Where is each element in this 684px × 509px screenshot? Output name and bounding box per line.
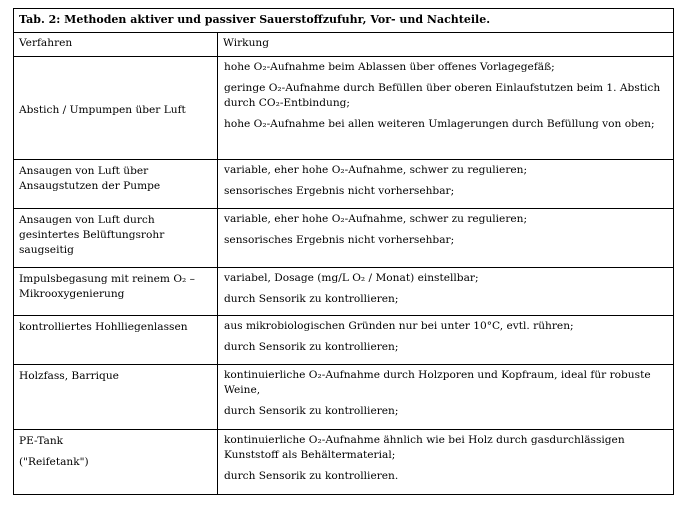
method-cell xyxy=(14,365,218,430)
method-text: ("Reifetank") xyxy=(19,456,89,468)
table-caption: Tab. 2: Methoden aktiver und passiver Sauerstoffzufuhr, Vor- und Nachteile. xyxy=(19,13,491,26)
effect-text: hohe O₂-Aufnahme beim Ablassen über offenes Vorlagegefäß; xyxy=(224,61,555,73)
method-text: kontrolliertes Hohlliegenlassen xyxy=(19,321,188,333)
table-row xyxy=(14,316,674,365)
effect-text: hohe O₂-Aufnahme bei allen weiteren Umlagerungen durch Befüllung von oben; xyxy=(224,118,655,130)
method-cell xyxy=(14,268,218,316)
effect-text: kontinuierliche O₂-Aufnahme ähnlich wie bei Holz durch gasdurchlässigen Kunststoff als Behältermaterial; xyxy=(224,434,625,461)
table-row xyxy=(14,57,674,160)
effect-cell xyxy=(218,365,674,430)
method-cell xyxy=(14,316,218,365)
effect-text: geringe O₂-Aufnahme durch Befüllen über oberen Einlaufstutzen beim 1. Abstich durch CO₂-Entbindung; xyxy=(224,82,661,109)
method-text: Impulsbegasung mit reinem O₂ – Mikrooxygenierung xyxy=(19,273,195,300)
effect-text: variable, eher hohe O₂-Aufnahme, schwer zu regulieren; xyxy=(224,164,528,176)
effect-text: durch Sensorik zu kontrollieren; xyxy=(224,405,399,417)
header-effect: Wirkung xyxy=(223,37,270,49)
method-text: PE-Tank xyxy=(19,435,64,447)
header-method: Verfahren xyxy=(19,37,73,49)
effect-cell xyxy=(218,57,674,160)
effect-text: aus mikrobiologischen Gründen nur bei unter 10°C, evtl. rühren; xyxy=(224,320,574,332)
method-cell xyxy=(14,430,218,495)
table-header-row xyxy=(14,33,674,57)
effect-cell xyxy=(218,316,674,365)
method-cell xyxy=(14,57,218,160)
effect-cell xyxy=(218,268,674,316)
effect-text: variable, eher hohe O₂-Aufnahme, schwer zu regulieren; xyxy=(224,213,528,225)
header-cell-method xyxy=(14,33,218,57)
effect-cell xyxy=(218,430,674,495)
effect-text: durch Sensorik zu kontrollieren; xyxy=(224,293,399,305)
table-row xyxy=(14,268,674,316)
effect-text: kontinuierliche O₂-Aufnahme durch Holzporen und Kopfraum, ideal für robuste Weine, xyxy=(224,369,651,396)
method-cell xyxy=(14,160,218,209)
methods-table xyxy=(13,8,674,495)
effect-text: sensorisches Ergebnis nicht vorhersehbar; xyxy=(224,185,455,197)
table-row xyxy=(14,365,674,430)
effect-text: variabel, Dosage (mg/L O₂ / Monat) einstellbar; xyxy=(224,272,479,284)
table-row xyxy=(14,430,674,495)
effect-text: durch Sensorik zu kontrollieren. xyxy=(224,470,399,482)
table-row xyxy=(14,160,674,209)
table-row xyxy=(14,209,674,268)
method-text: Ansaugen von Luft über Ansaugstutzen der Pumpe xyxy=(19,165,161,192)
table-caption-cell xyxy=(14,9,674,33)
method-text: Holzfass, Barrique xyxy=(19,370,119,382)
header-cell-effect xyxy=(218,33,674,57)
method-text: Abstich / Umpumpen über Luft xyxy=(19,103,186,116)
effect-text: sensorisches Ergebnis nicht vorhersehbar; xyxy=(224,234,455,246)
effect-cell xyxy=(218,209,674,268)
effect-text: durch Sensorik zu kontrollieren; xyxy=(224,341,399,353)
method-text: Ansaugen von Luft durch gesintertes Belüftungsrohr saugseitig xyxy=(19,214,165,256)
method-cell xyxy=(14,209,218,268)
effect-cell xyxy=(218,160,674,209)
